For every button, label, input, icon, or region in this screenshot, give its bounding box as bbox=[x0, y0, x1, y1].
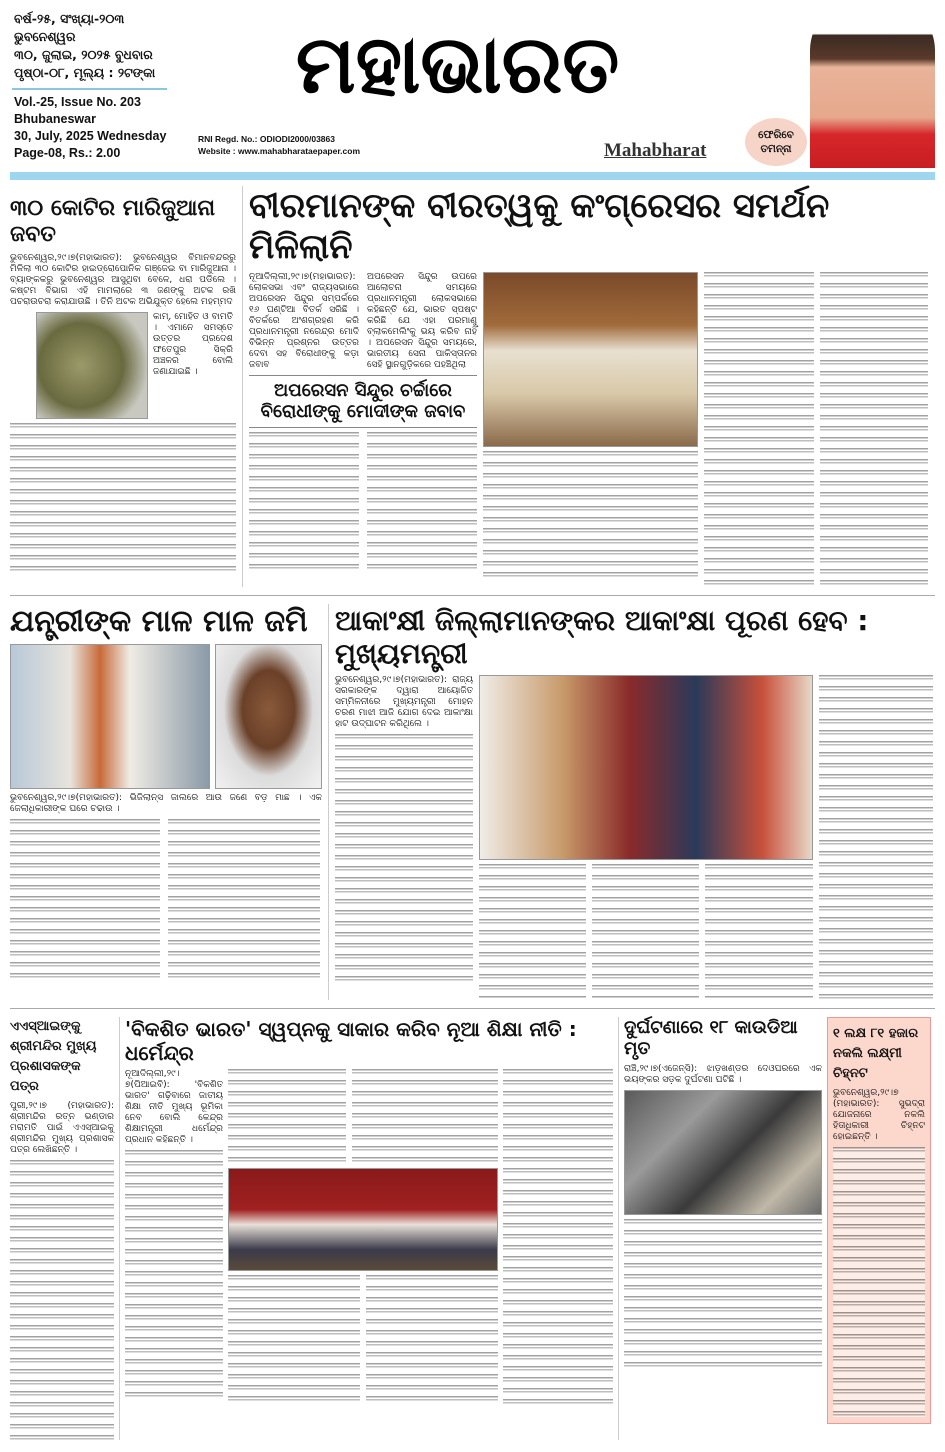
nep-first-column bbox=[125, 1069, 223, 1400]
engineer-article-body bbox=[168, 819, 320, 979]
srimandir-article-intro: ପୁରୀ,୨୯।୭ (ମହାଭାରତ): ଶ୍ରୀମନ୍ଦିର ରତ୍ନ ଭଣ୍ଡାର ମରାମତି ପାଇଁ ଏଏସ୍‌ଆଇକୁ ଶ୍ରୀମନ୍ଦିର ମୁଖ୍ୟ ପ୍ରଶାସକ ପତ୍ର ଲେଖିଛନ୍ତି । bbox=[10, 1100, 114, 1155]
engineer-photo bbox=[215, 644, 322, 789]
sub-headline[interactable]: ଅପରେସନ ସିନ୍ଦୁର ଚର୍ଚ୍ଚାରେ ବିରୋଧୀଙ୍କୁ ମୋଦୀଙ୍କ ଜବାବ bbox=[260, 379, 466, 423]
marijuana-story bbox=[10, 186, 236, 573]
english-info-line: 30, July, 2025 Wednesday bbox=[14, 129, 167, 143]
main-article-body bbox=[704, 272, 814, 587]
teaser-bubble[interactable] bbox=[745, 118, 807, 166]
srimandir-headline[interactable]: ଏଏସ୍‌ଆଇଙ୍କୁ ଶ୍ରୀମନ୍ଦିର ମୁଖ୍ୟ ପ୍ରଶାସକଙ୍କ ପତ୍ର bbox=[10, 1018, 97, 1094]
srimandir-article-body bbox=[10, 1160, 114, 1440]
cm-article-body bbox=[592, 864, 699, 999]
cm-story-photo-column bbox=[479, 675, 813, 999]
fake-beneficiaries-box bbox=[827, 1017, 931, 1424]
fake-beneficiaries-headline[interactable]: ୧ ଲକ୍ଷ ୮୧ ହଜାର ନକଲି ଲକ୍ଷ୍ମୀ ଚିହ୍ନଟ bbox=[833, 1025, 919, 1081]
english-masthead-name: Mahabharat bbox=[604, 140, 707, 161]
main-article-body bbox=[249, 432, 359, 572]
marijuana-article-body bbox=[10, 423, 236, 573]
accident-story bbox=[624, 1017, 822, 1369]
srimandir-story bbox=[10, 1017, 114, 1440]
engineer-photos bbox=[10, 644, 322, 789]
cm-article-body bbox=[335, 734, 473, 984]
accident-article-intro: ରାଞ୍ଚି,୨୯।୭(ଏଜେନ୍ସି): ଝାଡ଼ଖଣ୍ଡର ଦେଓଘରରେ ଏକ ଭୟଙ୍କର ସଡ଼କ ଦୁର୍ଘଟଣା ଘଟିଛି । bbox=[624, 1063, 822, 1085]
pm-modi-photo bbox=[483, 272, 698, 447]
building-photo bbox=[10, 644, 210, 789]
cm-article-body bbox=[479, 864, 586, 999]
nep-event-photo bbox=[228, 1168, 498, 1271]
engineer-article-body bbox=[10, 819, 160, 979]
column-divider bbox=[119, 1017, 120, 1440]
english-info-line: Page-08, Rs.: 2.00 bbox=[14, 146, 121, 160]
fake-beneficiaries-intro: ଭୁବନେଶ୍ୱର,୨୯।୭ (ମହାଭାରତ): ସୁଭଦ୍ରା ଯୋଜନାରେ ନକଲି ହିତାଧିକାରୀ ଚିହ୍ନଟ ହୋଇଛନ୍ତି । bbox=[833, 1087, 925, 1142]
nep-story bbox=[125, 1017, 613, 1409]
odia-info-line: ୩୦, ଜୁଲାଇ, ୨୦୨୫ ବୁଧବାର bbox=[14, 47, 153, 62]
engineer-story bbox=[10, 604, 322, 979]
rni-number: RNI Regd. No.: ODIODI2000/03863 bbox=[198, 134, 335, 144]
section-top-news bbox=[10, 186, 935, 587]
nep-article-body bbox=[503, 1069, 613, 1409]
engineer-article-intro: ଭୁବନେଶ୍ୱର,୨୯।୭(ମହାଭାରତ): ଭିଜିଲାନ୍ସ ଜାଲରେ ଆଉ ଜଣେ ବଡ଼ ମାଛ । ଏକ ଜେଲାଧିକାରୀଙ୍କ ଘରେ ଚଢାଉ । bbox=[10, 792, 322, 814]
aakanksha-haat-photo bbox=[479, 675, 813, 860]
main-story-left-columns bbox=[249, 272, 477, 572]
accident-headline[interactable]: ଦୁର୍ଘଟଣାରେ ୧୮ କାଉଡିଆ ମୃତ bbox=[624, 1016, 798, 1060]
engineer-body-row bbox=[10, 819, 322, 979]
accident-article-body bbox=[624, 1219, 822, 1369]
marijuana-article-side: କାମ୍, ମୋହିତ ଓ ବାମତି । ଏମାନେ ସମସ୍ତେ ଉତ୍ତର ପ୍ରଦେଶ ଫତେପୁର ସିକ୍ରି ଅଞ୍ଚଳର ବୋଲି ଜଣାଯାଇଛି । bbox=[153, 311, 233, 377]
main-article-col2: ଅପରେସନ ସିନ୍ଦୁର ଉପରେ ଆଲୋଚନା ସମୟରେ ପ୍ରଧାନମନ୍ତ୍ରୀ ଲୋକସଭାରେ କହିଛନ୍ତି ଯେ, ଭାରତ ସ୍ପଷ୍ଟ କରିଛି ଯେ ଏହା ପରମାଣୁ ବ୍ଲାକମେଲିଂକୁ ଭୟ କରିବ ନାହିଁ । ଅପରେସନ ସିନ୍ଦୁର ସମୟରେ, ଭାରତୀୟ ସେନା ପାକିସ୍ତାନର ସେହି ସ୍ଥାନଗୁଡ଼ିକରେ ପହଞ୍ଚିଥିଲା bbox=[367, 271, 477, 370]
front-page-content bbox=[10, 186, 935, 1440]
accident-photo bbox=[624, 1090, 822, 1215]
column-divider bbox=[328, 604, 329, 1000]
nep-article-body bbox=[228, 1069, 346, 1164]
newspaper-logo bbox=[195, 0, 720, 130]
engineer-land-headline[interactable]: ଯନ୍ତ୍ରୀଙ୍କ ମାଳ ମାଳ ଜମି bbox=[10, 603, 308, 639]
marijuana-photo bbox=[36, 312, 148, 419]
section-bottom-news bbox=[10, 1017, 935, 1440]
odia-issue-info bbox=[14, 10, 184, 82]
odia-info-line: ଭୁବନେଶ୍ୱର bbox=[14, 29, 76, 44]
actress-photo bbox=[810, 0, 935, 168]
main-article-body bbox=[367, 432, 477, 572]
nep-article-body bbox=[366, 1275, 498, 1405]
cm-article-body bbox=[705, 864, 813, 999]
nep-upper-body bbox=[228, 1069, 498, 1164]
nep-story-columns bbox=[125, 1069, 613, 1409]
section-middle-news bbox=[10, 604, 935, 1000]
column-divider bbox=[618, 1017, 619, 1440]
logo-text: ମହାଭାରତ bbox=[295, 18, 620, 111]
teaser-text: ଫେରିବେ ତମନ୍ନା bbox=[758, 129, 794, 155]
accent-bar bbox=[10, 172, 935, 180]
nep-headline[interactable]: 'ବିକଶିତ ଭାରତ' ସ୍ୱପ୍ନକୁ ସାକାର କରିବ ନୂଆ ଶିକ୍ଷା ନୀତି : ଧର୍ମେନ୍ଦ୍ର bbox=[125, 1016, 577, 1065]
english-info-line: Vol.-25, Issue No. 203 bbox=[14, 95, 141, 109]
cm-story-columns bbox=[335, 675, 933, 1000]
cm-story-first-column bbox=[335, 675, 473, 984]
cm-article-intro: ଭୁବନେଶ୍ୱର,୨୯।୭(ମହାଭାରତ): ରାଜ୍ୟ ସରକାରଙ୍କ ଦ୍ୱାରା ଆୟୋଜିତ ସମ୍ମିଳନୀରେ ମୁଖ୍ୟମନ୍ତ୍ରୀ ମୋହନ ଚରଣ ମାଝୀ ଆଜି ଯୋଗ ଦେଇ ଆକାଂକ୍ଷା ହାଟ ଉଦ୍‌ଘାଟନ କରିଥିଲେ । bbox=[335, 674, 473, 729]
info-divider bbox=[12, 88, 167, 90]
main-story-text-row bbox=[249, 272, 477, 371]
main-story-photo-column bbox=[483, 272, 698, 581]
english-info-line: Bhubaneswar bbox=[14, 112, 96, 126]
marijuana-article-intro: ଭୁବନେଶ୍ୱର,୨୯।୭(ମହାଭାରତ): ଭୁବନେଶ୍ୱର ବିମାନବନ୍ଦରରୁ ମିଳିଲା ୩୦ କୋଟିର ହାଇଡ୍ରୋପୋନିକ ଗଞ୍ଜେଇ ବା ମାରିଜୁଆନା । ବ୍ୟାଙ୍କକରୁ ଭୁବନେଶ୍ୱର ଆସୁଥିବା ବେଳେ, ଧରା ପଡିଲେ । କଷ୍ଟମ ବିଭାଗ ଏହି ମାମଲାରେ ୩ ଜଣଙ୍କୁ ଅଟକ ରଖି ପଚରାଉଚରା କରାଯାଉଛି । ତିନି ଅଟକ ଅଭିଯୁକ୍ତ ହେଲେ ମହମ୍ମଦ bbox=[10, 252, 236, 307]
main-story bbox=[249, 186, 934, 587]
nep-photo-column bbox=[228, 1069, 498, 1405]
main-headline[interactable]: ବୀରମାନଙ୍କ ବୀରତ୍ୱକୁ କଂଗ୍ରେସର ସମର୍ଥନ ମିଳିଲାନି bbox=[249, 186, 830, 267]
main-article-body bbox=[483, 451, 698, 581]
main-story-fill-row bbox=[249, 432, 477, 572]
marijuana-photo-row bbox=[10, 312, 236, 419]
nep-lower-body bbox=[228, 1275, 498, 1405]
nep-article-intro: ନୂଆଦିଲ୍ଲୀ,୨୯।୭(ପିଆଇବି): 'ବିକଶିତ ଭାରତ' ଗଢ଼ିବାରେ ଜାତୀୟ ଶିକ୍ଷା ନୀତି ମୁଖ୍ୟ ଭୂମିକା ନେବ ବୋଲି କେନ୍ଦ୍ର ଶିକ୍ଷାମନ୍ତ୍ରୀ ଧର୍ମେନ୍ଦ୍ର ପ୍ରଧାନ କହିଛନ୍ତି । bbox=[125, 1068, 223, 1145]
odia-info-line: ବର୍ଷ-୨୫, ସଂଖ୍ୟା-୨୦୩ bbox=[14, 11, 125, 26]
odia-info-line: ପୃଷ୍ଠା-୦୮, ମୂଲ୍ୟ : ୨ଟଙ୍କା bbox=[14, 65, 156, 80]
cm-body-row bbox=[479, 864, 813, 999]
nep-article-body bbox=[352, 1069, 498, 1164]
main-article-body bbox=[820, 272, 928, 587]
cm-story bbox=[335, 604, 933, 1000]
cm-article-body bbox=[819, 675, 933, 1000]
aspirational-districts-headline[interactable]: ଆକାଂକ୍ଷୀ ଜିଲ୍ଲାମାନଙ୍କର ଆକାଂକ୍ଷା ପୂରଣ ହେବ : ମୁଖ୍ୟମନ୍ତ୍ରୀ bbox=[335, 603, 869, 671]
section-divider bbox=[10, 1008, 935, 1009]
fake-beneficiaries-body bbox=[833, 1147, 925, 1417]
sub-headline-box bbox=[249, 375, 477, 428]
nep-article-body bbox=[125, 1150, 223, 1400]
section-divider bbox=[10, 595, 935, 596]
nep-article-body bbox=[228, 1275, 360, 1405]
marijuana-headline[interactable]: ୩୦ କୋଟିର ମାରିଜୁଆନା ଜବତ bbox=[10, 196, 216, 248]
website-link[interactable]: Website : www.mahabharataepaper.com bbox=[198, 146, 361, 156]
column-divider bbox=[242, 186, 243, 587]
main-story-columns bbox=[249, 272, 934, 587]
main-article-intro: ନୂଆଦିଲ୍ଲୀ,୨୯।୭(ମହାଭାରତ): ଲୋକସଭା ଏବଂ ରାଜ୍ୟସଭାରେ ଅପରେସନ ସିନ୍ଦୁର ସମ୍ପର୍କରେ ୧୬ ଘଣ୍ଟିଆ ବିତର୍କ ସରିଛି । ବିତର୍କରେ ଅଂଶଗ୍ରହଣ କରି ପ୍ରଧାନମନ୍ତ୍ରୀ ନରେନ୍ଦ୍ର ମୋଦି ବିଭିନ୍ନ ପ୍ରଶ୍ନର ଉତ୍ତର ଦେବା ସହ ବିରୋଧୀଙ୍କୁ କଡ଼ା ଜବାବ bbox=[249, 271, 359, 370]
english-issue-info bbox=[14, 94, 189, 162]
